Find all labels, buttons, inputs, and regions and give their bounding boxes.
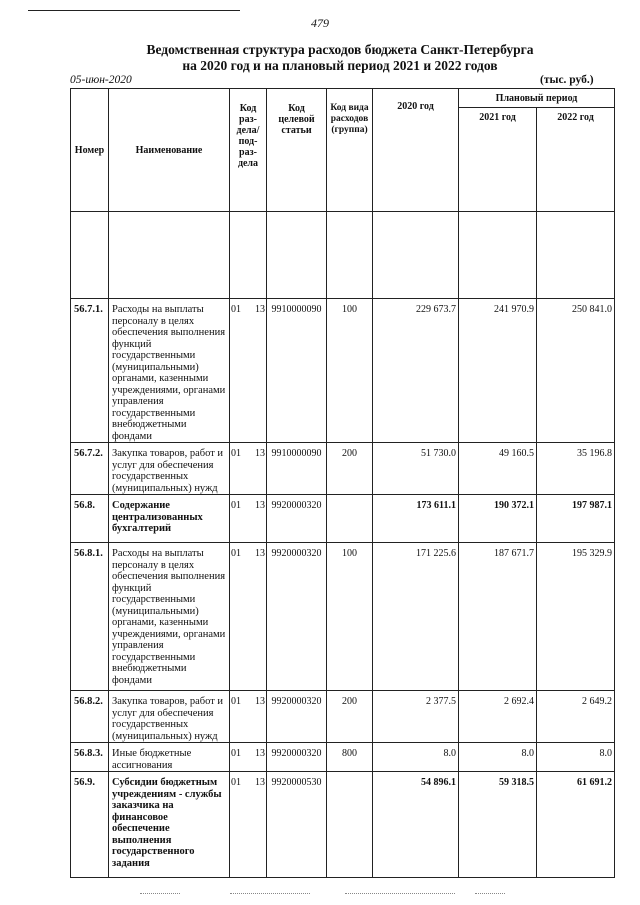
- units-label: (тыс. руб.): [540, 74, 594, 86]
- document-title: [0, 42, 640, 74]
- row-number: 56.7.2.: [71, 443, 109, 495]
- row-target-code: 9910000090: [267, 443, 327, 495]
- header-2021: 2021 год: [459, 108, 537, 212]
- row-expense-type: 200: [327, 691, 373, 743]
- row-expense-type: 800: [327, 743, 373, 772]
- row-expense-type: [327, 495, 373, 543]
- row-section-code: [230, 772, 267, 878]
- header-name: Наименование: [109, 89, 230, 212]
- row-amount-2020: 173 611.1: [373, 495, 459, 543]
- row-section: 01: [231, 777, 241, 788]
- row-number: 56.8.: [71, 495, 109, 543]
- row-number: 56.8.1.: [71, 543, 109, 691]
- row-amount-2022: 35 196.8: [537, 443, 615, 495]
- row-section: 01: [231, 304, 241, 315]
- row-section-code: [230, 299, 267, 443]
- row-amount-2022: 2 649.2: [537, 691, 615, 743]
- row-amount-2020: 51 730.0: [373, 443, 459, 495]
- footer-mark: [345, 893, 455, 894]
- row-target-code: 9920000320: [267, 743, 327, 772]
- row-subsection: 13: [255, 304, 265, 315]
- table-row: [71, 772, 615, 878]
- header-spacer-row: [71, 212, 615, 299]
- row-section: 01: [231, 548, 241, 559]
- row-amount-2022: 197 987.1: [537, 495, 615, 543]
- row-amount-2022: 8.0: [537, 743, 615, 772]
- row-target-code: 9920000320: [267, 495, 327, 543]
- row-subsection: 13: [255, 448, 265, 459]
- row-target-code: 9920000320: [267, 691, 327, 743]
- row-expense-type: 200: [327, 443, 373, 495]
- header-target-code: Код целевой статьи: [267, 89, 327, 212]
- header-2022: 2022 год: [537, 108, 615, 212]
- title-line-1: Ведомственная структура расходов бюджета Санкт-Петербурга: [146, 42, 534, 57]
- row-target-code: 9910000090: [267, 299, 327, 443]
- top-rule: [28, 10, 240, 11]
- row-amount-2020: 229 673.7: [373, 299, 459, 443]
- row-amount-2020: 54 896.1: [373, 772, 459, 878]
- row-section: 01: [231, 696, 241, 707]
- table-row: [71, 443, 615, 495]
- row-amount-2021: 187 671.7: [459, 543, 537, 691]
- row-name: Закупка товаров, работ и услуг для обеспечения государственных (муниципальных) нужд: [109, 443, 230, 495]
- table-row: [71, 495, 615, 543]
- row-section: 01: [231, 748, 241, 759]
- row-target-code: 9920000320: [267, 543, 327, 691]
- row-expense-type: 100: [327, 299, 373, 443]
- row-section: 01: [231, 500, 241, 511]
- row-name: Иные бюджетные ассигнования: [109, 743, 230, 772]
- footer-mark: [230, 893, 310, 894]
- row-amount-2021: 49 160.5: [459, 443, 537, 495]
- row-amount-2021: 190 372.1: [459, 495, 537, 543]
- row-amount-2021: 8.0: [459, 743, 537, 772]
- footer-mark: [140, 893, 180, 894]
- row-name: Содержание централизованных бухгалтерий: [109, 495, 230, 543]
- row-section-code: [230, 543, 267, 691]
- row-name: Субсидии бюджетным учреждениям - службы заказчика на финансовое обеспечение выполнения государственного задания: [109, 772, 230, 878]
- row-subsection: 13: [255, 748, 265, 759]
- page-number: 479: [311, 16, 329, 30]
- row-expense-type: 100: [327, 543, 373, 691]
- row-section-code: [230, 691, 267, 743]
- row-amount-2020: 171 225.6: [373, 543, 459, 691]
- row-amount-2020: 2 377.5: [373, 691, 459, 743]
- footer-mark: [475, 893, 505, 894]
- row-number: 56.9.: [71, 772, 109, 878]
- row-section-code: [230, 743, 267, 772]
- row-amount-2021: 2 692.4: [459, 691, 537, 743]
- table-row: [71, 299, 615, 443]
- header-section-code: Код раз- дела/ под- раз- дела: [230, 89, 267, 212]
- row-subsection: 13: [255, 696, 265, 707]
- table-row: [71, 691, 615, 743]
- document-date: 05-июн-2020: [70, 74, 132, 86]
- header-planned-period: Плановый период: [459, 89, 615, 108]
- row-name: Закупка товаров, работ и услуг для обеспечения государственных (муниципальных) нужд: [109, 691, 230, 743]
- row-name: Расходы на выплаты персоналу в целях обеспечения выполнения функций государственными (муниципальными) органами, казенными учреждениями, органами управления государственными внебюджетными фондами: [109, 299, 230, 443]
- row-amount-2021: 59 318.5: [459, 772, 537, 878]
- row-section: 01: [231, 448, 241, 459]
- row-target-code: 9920000530: [267, 772, 327, 878]
- row-number: 56.8.3.: [71, 743, 109, 772]
- row-amount-2022: 195 329.9: [537, 543, 615, 691]
- header-expense-type-code: Код вида расходов (группа): [327, 89, 373, 212]
- row-subsection: 13: [255, 548, 265, 559]
- row-section-code: [230, 443, 267, 495]
- row-amount-2022: 61 691.2: [537, 772, 615, 878]
- row-section-code: [230, 495, 267, 543]
- row-amount-2021: 241 970.9: [459, 299, 537, 443]
- header-2020: 2020 год: [373, 89, 459, 212]
- row-name: Расходы на выплаты персоналу в целях обеспечения выполнения функций государственными (муниципальными) органами, казенными учреждениями, органами управления государственными внебюджетными фондами: [109, 543, 230, 691]
- table-row: [71, 743, 615, 772]
- row-subsection: 13: [255, 777, 265, 788]
- row-number: 56.7.1.: [71, 299, 109, 443]
- title-line-2: на 2020 год и на плановый период 2021 и 2022 годов: [182, 58, 498, 73]
- row-number: 56.8.2.: [71, 691, 109, 743]
- row-expense-type: [327, 772, 373, 878]
- budget-table: [70, 88, 615, 878]
- row-amount-2020: 8.0: [373, 743, 459, 772]
- row-amount-2022: 250 841.0: [537, 299, 615, 443]
- row-subsection: 13: [255, 500, 265, 511]
- header-number: Номер: [71, 89, 109, 212]
- table-row: [71, 543, 615, 691]
